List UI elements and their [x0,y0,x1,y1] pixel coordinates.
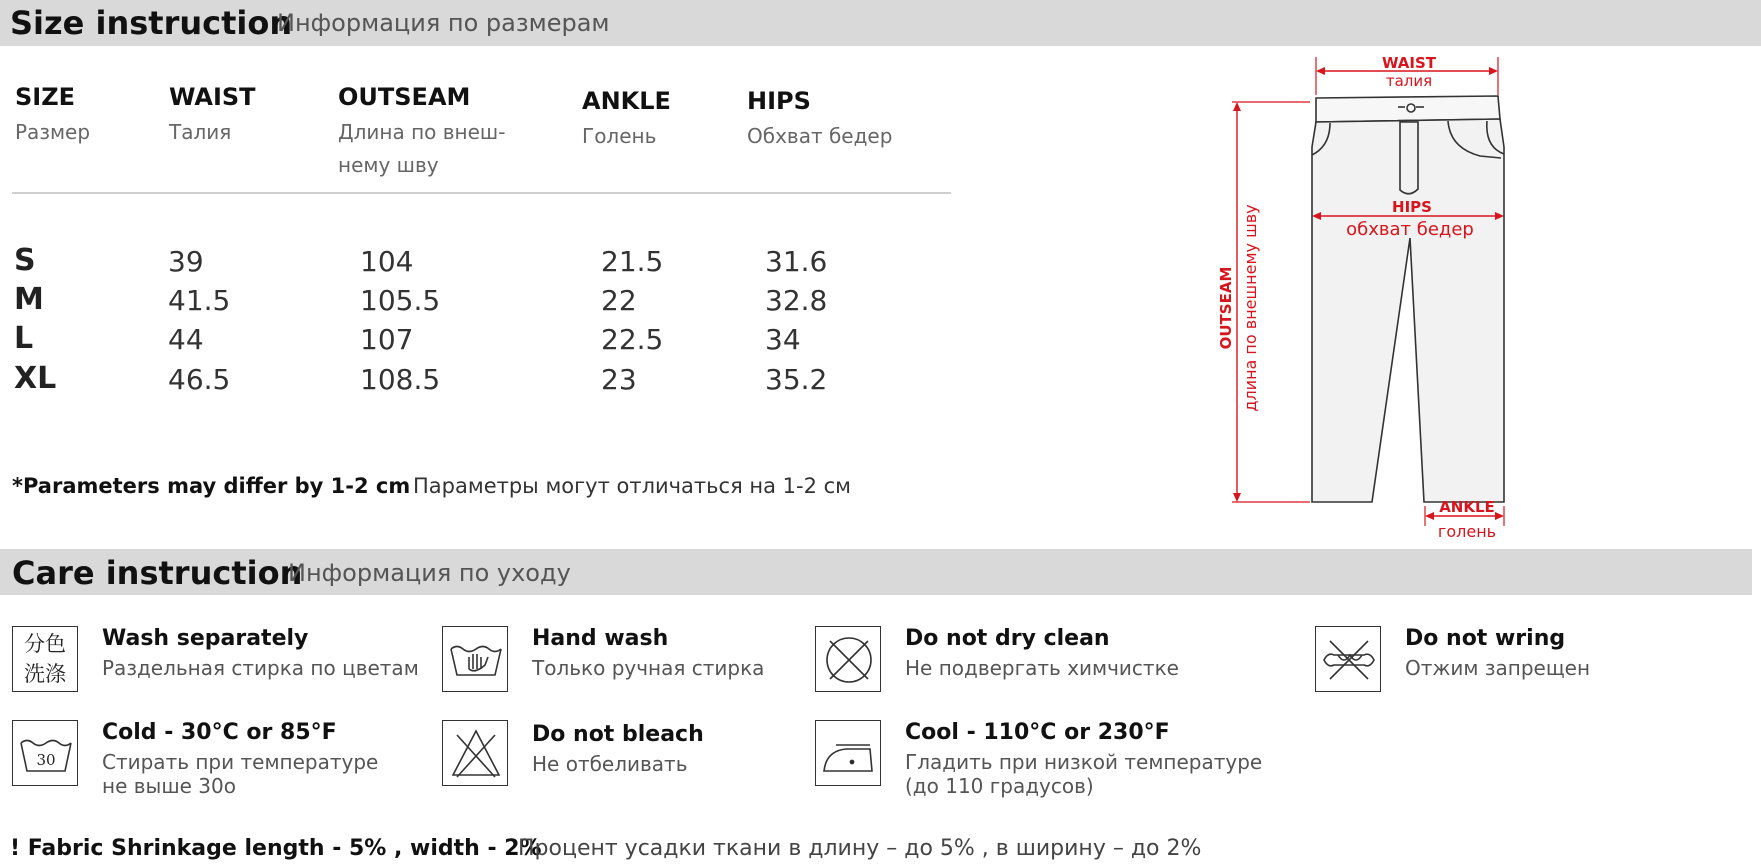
size-cell: XL [14,361,57,396]
care-title: Do not wring [1405,626,1566,651]
pants-diagram [1200,50,1530,550]
wash-30-icon-text: 30 [36,751,56,769]
pants-outline-icon [1312,96,1504,502]
outseam-cell: 105.5 [360,284,441,317]
fabric-shrinkage-bold: ! Fabric Shrinkage length - 5% , width - 2% [10,836,542,861]
size-section-header [0,0,1761,46]
hand-wash-icon [442,626,508,692]
no-wring-icon [1315,626,1381,692]
ankle-cell: 22 [601,284,637,317]
waist-label-en: WAIST [1381,54,1437,72]
care-sub-2: не выше 30о [102,774,236,798]
size-cell: L [14,321,34,356]
care-title: Do not dry clean [905,626,1110,651]
no-dry-clean-icon [815,626,881,692]
fabric-shrinkage-regular: Процент усадки ткани в длину – до 5% , в ширину – до 2% [518,836,1202,861]
care-title: Do not bleach [532,722,704,747]
care-title: Wash separately [102,626,309,651]
outseam-measure [1217,102,1310,502]
col-sub-outseam-1: Длина по внеш- [338,120,506,144]
size-section-title: Size instruction [10,4,293,42]
waist-cell: 46.5 [168,363,231,396]
care-title: Hand wash [532,626,669,651]
col-sub-ankle: Голень [582,124,657,148]
separate-wash-icon [12,626,78,692]
care-sub: Не отбеливать [532,752,688,776]
size-note-regular: Параметры могут отличаться на 1-2 см [413,474,852,498]
care-sub: Не подвергать химчистке [905,656,1179,680]
ankle-label-en: ANKLE [1439,498,1495,516]
col-header-outseam: OUTSEAM [338,83,471,111]
waist-cell: 41.5 [168,284,231,317]
care-sub: Гладить при низкой температуре [905,750,1263,774]
care-sub-2: (до 110 градусов) [905,774,1094,798]
table-header-divider [12,192,951,194]
care-title: Cold - 30°C or 85°F [102,720,337,745]
col-header-waist: WAIST [169,83,256,111]
separate-wash-icon-chars-bottom: 洗涤 [24,662,66,686]
hips-label-en: HIPS [1392,198,1432,216]
separate-wash-icon-chars-top: 分色 [24,632,66,656]
care-sub: Раздельная стирка по цветам [102,656,419,680]
hips-cell: 34 [765,323,801,356]
care-sub: Только ручная стирка [532,656,765,680]
hips-cell: 32.8 [765,284,828,317]
outseam-label-en: OUTSEAM [1217,266,1235,350]
hips-label-ru: обхват бедер [1346,219,1474,240]
col-sub-hips: Обхват бедер [747,124,893,148]
col-sub-waist: Талия [169,120,232,144]
col-header-hips: HIPS [747,87,811,115]
no-bleach-icon [442,720,508,786]
waist-cell: 39 [168,245,204,278]
care-title: Cool - 110°C or 230°F [905,720,1170,745]
ankle-measure [1425,498,1504,541]
iron-low-icon [815,720,881,786]
outseam-cell: 107 [360,323,414,356]
ankle-cell: 23 [601,363,637,396]
care-sub: Отжим запрещен [1405,656,1591,680]
care-section-title: Care instruction [12,554,303,592]
outseam-cell: 104 [360,245,414,278]
wash-30-icon [12,720,78,786]
ankle-cell: 22.5 [601,323,664,356]
care-sub: Стирать при температуре [102,750,379,774]
ankle-cell: 21.5 [601,245,664,278]
care-section-subtitle: Информация по уходу [288,559,571,587]
care-section-header [0,549,1752,595]
col-sub-outseam-2: нему шву [338,153,439,177]
size-cell: S [14,243,36,278]
waist-label-ru: талия [1385,72,1433,90]
outseam-label-ru: длина по внешнему шву [1241,204,1260,412]
size-section-subtitle: Информация по размерам [277,9,610,37]
size-note-bold: *Parameters may differ by 1-2 cm [12,474,411,498]
col-header-size: SIZE [15,83,76,111]
ankle-label-ru: голень [1437,522,1497,541]
waist-measure [1316,54,1498,95]
hips-cell: 35.2 [765,363,828,396]
waist-cell: 44 [168,323,204,356]
hips-cell: 31.6 [765,245,828,278]
outseam-cell: 108.5 [360,363,441,396]
col-sub-size: Размер [15,120,91,144]
col-header-ankle: ANKLE [582,87,671,115]
size-cell: M [14,282,44,317]
